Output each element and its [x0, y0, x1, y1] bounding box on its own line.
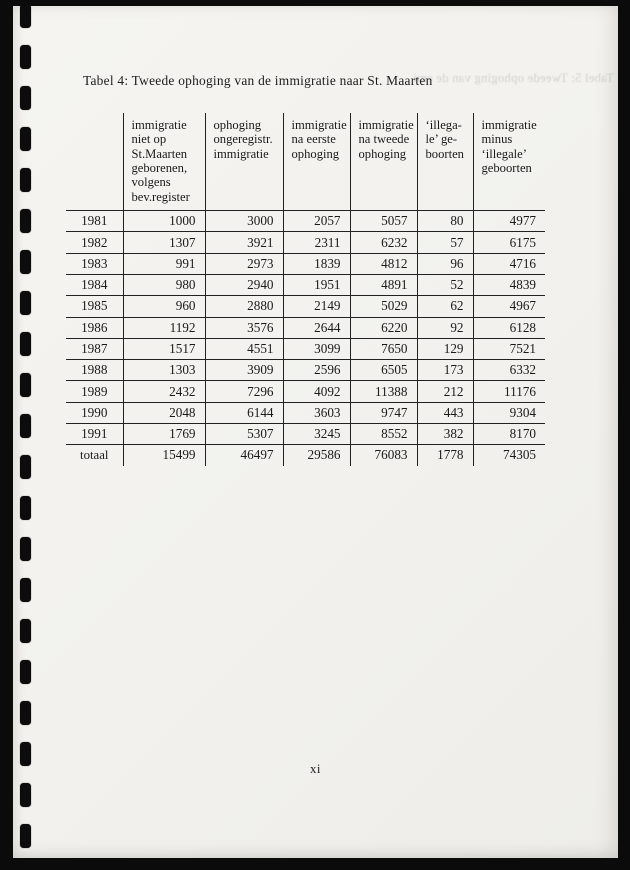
- value-cell: 1307: [123, 232, 205, 253]
- header-line: immigratie: [481, 118, 537, 132]
- binding-hole: [20, 619, 31, 643]
- row-label-cell: 1990: [66, 402, 123, 423]
- value-cell: 8170: [473, 424, 545, 445]
- table-caption: Tabel 4: Tweede ophoging van de immigratie naar St. Maarten: [83, 73, 433, 88]
- value-cell: 7650: [350, 338, 417, 359]
- value-cell: 11176: [473, 381, 545, 402]
- row-label-cell: 1985: [66, 296, 123, 317]
- bleedthrough-text: Tabel 5: Tweede ophoging van de emi: [413, 71, 614, 85]
- value-cell: 4891: [350, 274, 417, 295]
- total-row: [66, 445, 545, 466]
- value-cell: 3921: [205, 232, 283, 253]
- header-line: minus: [481, 132, 513, 147]
- value-cell: 4092: [283, 381, 350, 402]
- binding-hole: [20, 783, 31, 807]
- value-cell: 92: [417, 317, 473, 338]
- binding-hole: [20, 578, 31, 602]
- value-cell: 5057: [350, 211, 417, 232]
- value-cell: 2432: [123, 381, 205, 402]
- value-cell: 960: [123, 296, 205, 317]
- row-label-cell: totaal: [80, 447, 109, 462]
- value-cell: 1769: [123, 424, 205, 445]
- value-cell: 76083: [350, 445, 417, 466]
- binding-hole: [20, 168, 31, 192]
- binding-hole: [20, 742, 31, 766]
- table-row: [66, 338, 545, 359]
- value-cell: 1192: [123, 317, 205, 338]
- table-row: [66, 232, 545, 253]
- header-line: ongeregistr.: [213, 132, 273, 147]
- header-line: boorten: [425, 146, 464, 161]
- header-line: geboorten: [481, 161, 532, 176]
- binding-hole: [20, 701, 31, 725]
- header-line: geborenen,: [131, 161, 188, 176]
- value-cell: 62: [417, 296, 473, 317]
- header-line: volgens: [131, 175, 171, 190]
- header-line: ‘illegale’: [481, 146, 527, 161]
- value-cell: 2973: [205, 253, 283, 274]
- header-line: niet op: [131, 132, 167, 147]
- value-cell: 6144: [205, 402, 283, 423]
- binding-hole: [20, 455, 31, 479]
- row-label-cell: 1991: [66, 424, 123, 445]
- header-line: immigratie: [358, 118, 414, 132]
- value-cell: 4977: [473, 211, 545, 232]
- value-cell: 4839: [473, 274, 545, 295]
- value-cell: 4551: [205, 338, 283, 359]
- value-cell: 129: [417, 338, 473, 359]
- year-column-header: [66, 113, 123, 211]
- value-cell: 1517: [123, 338, 205, 359]
- table-row: [66, 211, 545, 232]
- value-cell: 2940: [205, 274, 283, 295]
- table-header-row: [66, 113, 545, 211]
- table-row: [66, 274, 545, 295]
- row-label-cell: 1986: [66, 317, 123, 338]
- data-table: [66, 113, 545, 466]
- value-cell: 96: [417, 253, 473, 274]
- value-cell: 46497: [205, 445, 283, 466]
- header-line: ophoging: [291, 146, 340, 161]
- value-cell: 6220: [350, 317, 417, 338]
- value-cell: 3099: [283, 338, 350, 359]
- value-cell: 382: [417, 424, 473, 445]
- value-cell: 991: [123, 253, 205, 274]
- value-cell: 29586: [283, 445, 350, 466]
- row-label-cell: 1988: [66, 360, 123, 381]
- table-row: [66, 360, 545, 381]
- row-label-cell: 1984: [66, 274, 123, 295]
- value-cell: 7296: [205, 381, 283, 402]
- table-body: [66, 211, 545, 466]
- value-cell: 3603: [283, 402, 350, 423]
- value-cell: 1951: [283, 274, 350, 295]
- binding-hole: [20, 660, 31, 684]
- header-line: St.Maarten: [131, 146, 188, 161]
- value-cell: 57: [417, 232, 473, 253]
- binding-hole: [20, 209, 31, 233]
- value-cell: 6128: [473, 317, 545, 338]
- table-header: [66, 113, 545, 211]
- value-cell: 3000: [205, 211, 283, 232]
- table-row: [66, 253, 545, 274]
- column-header: [123, 113, 205, 211]
- header-line: immigratie: [213, 146, 269, 161]
- header-line: ophoging: [358, 146, 407, 161]
- header-line: na tweede: [358, 132, 410, 147]
- binding-hole: [20, 127, 31, 151]
- table-row: [66, 424, 545, 445]
- table-row: [66, 296, 545, 317]
- row-label-cell: 1989: [66, 381, 123, 402]
- column-header: [417, 113, 473, 211]
- header-line: ‘illega-: [425, 118, 462, 132]
- binding-hole: [20, 250, 31, 274]
- value-cell: 1839: [283, 253, 350, 274]
- value-cell: 980: [123, 274, 205, 295]
- page-number: xi: [310, 762, 321, 776]
- value-cell: 7521: [473, 338, 545, 359]
- value-cell: 1778: [417, 445, 473, 466]
- binding-hole: [20, 496, 31, 520]
- value-cell: 4812: [350, 253, 417, 274]
- binding-hole: [20, 86, 31, 110]
- binding-hole: [20, 291, 31, 315]
- header-line: na eerste: [291, 132, 336, 147]
- value-cell: 6232: [350, 232, 417, 253]
- value-cell: 173: [417, 360, 473, 381]
- value-cell: 2644: [283, 317, 350, 338]
- column-header: [283, 113, 350, 211]
- column-header: [350, 113, 417, 211]
- value-cell: 2048: [123, 402, 205, 423]
- binding-hole: [20, 414, 31, 438]
- value-cell: 1000: [123, 211, 205, 232]
- header-line: ophoging: [213, 118, 262, 132]
- value-cell: 1303: [123, 360, 205, 381]
- row-label-cell: 1981: [66, 211, 123, 232]
- value-cell: 2057: [283, 211, 350, 232]
- value-cell: 2149: [283, 296, 350, 317]
- binding-hole: [20, 6, 31, 28]
- table-row: [66, 317, 545, 338]
- binding-hole: [20, 824, 31, 848]
- binding-hole: [20, 373, 31, 397]
- value-cell: 8552: [350, 424, 417, 445]
- binding-hole: [20, 332, 31, 356]
- value-cell: 2311: [283, 232, 350, 253]
- value-cell: 5029: [350, 296, 417, 317]
- header-line: le’ ge-: [425, 132, 458, 147]
- binding-hole: [20, 537, 31, 561]
- scanned-page: [13, 6, 618, 858]
- value-cell: 15499: [123, 445, 205, 466]
- column-header: [473, 113, 545, 211]
- header-line: immigratie: [291, 118, 347, 132]
- header-line: bev.register: [131, 189, 190, 204]
- table-row: [66, 402, 545, 423]
- value-cell: 212: [417, 381, 473, 402]
- value-cell: 52: [417, 274, 473, 295]
- value-cell: 6505: [350, 360, 417, 381]
- value-cell: 9304: [473, 402, 545, 423]
- value-cell: 6332: [473, 360, 545, 381]
- value-cell: 80: [417, 211, 473, 232]
- value-cell: 9747: [350, 402, 417, 423]
- value-cell: 4716: [473, 253, 545, 274]
- value-cell: 3245: [283, 424, 350, 445]
- column-header: [205, 113, 283, 211]
- value-cell: 11388: [350, 381, 417, 402]
- value-cell: 4967: [473, 296, 545, 317]
- header-line: immigratie: [131, 118, 187, 132]
- value-cell: 6175: [473, 232, 545, 253]
- value-cell: 2596: [283, 360, 350, 381]
- value-cell: 74305: [473, 445, 545, 466]
- row-label-cell: 1983: [66, 253, 123, 274]
- value-cell: 3909: [205, 360, 283, 381]
- binding-hole: [20, 45, 31, 69]
- row-label-cell: 1982: [66, 232, 123, 253]
- value-cell: 3576: [205, 317, 283, 338]
- row-label-cell: 1987: [66, 338, 123, 359]
- table-row: [66, 381, 545, 402]
- value-cell: 2880: [205, 296, 283, 317]
- value-cell: 443: [417, 402, 473, 423]
- value-cell: 5307: [205, 424, 283, 445]
